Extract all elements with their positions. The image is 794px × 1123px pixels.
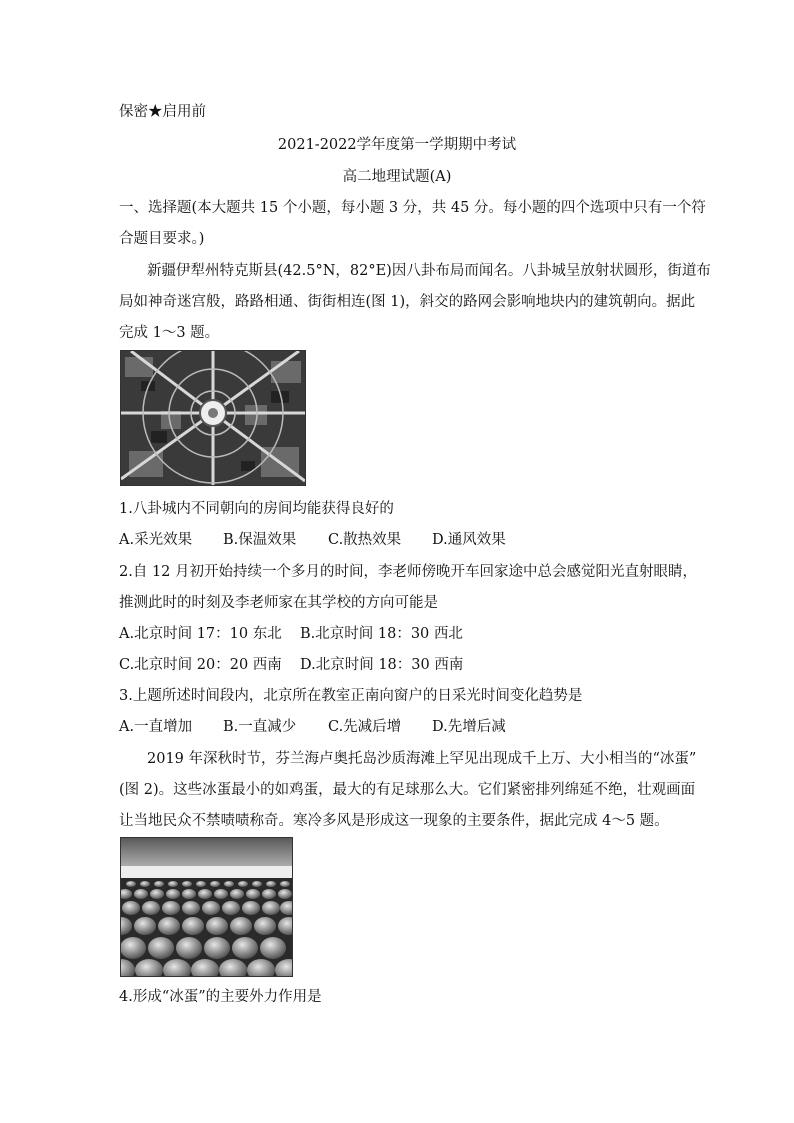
passage2-line2: (图 2)。这些冰蛋最小的如鸡蛋，最大的有足球那么大。它们紧密排列绵延不绝，壮观画面 [119,782,696,798]
q1-option-d: D.通风效果 [432,532,506,548]
bagua-city-aerial-photo [120,350,306,486]
exam-subtitle: 高二地理试题(A) [342,169,452,185]
passage1-line2: 局如神奇迷宫般，路路相通、街街相连(图 1)，斜交的路网会影响地块内的建筑朝向。据此 [119,294,696,310]
q2-stem-line2: 推测此时的时刻及李老师家在其学校的方向可能是 [119,595,438,611]
q1-option-a: A.采光效果 [119,532,193,548]
q2-option-d: D.北京时间 18：30 西南 [300,657,464,673]
q3-option-a: A.一直增加 [119,719,193,735]
passage1-line3: 完成 1～3 题。 [119,325,220,341]
ice-eggs-photo [120,837,293,977]
section-instructions-line1: 一、选择题(本大题共 15 个小题，每小题 3 分，共 45 分。每小题的四个选项中只有一个符 [119,200,706,216]
q3-option-d: D.先增后减 [432,719,506,735]
q2-option-c: C.北京时间 20：20 西南 [119,657,282,673]
q1-stem: 1.八卦城内不同朝向的房间均能获得良好的 [119,501,394,517]
q3-option-c: C.先减后增 [328,719,402,735]
q1-option-c: C.散热效果 [328,532,402,548]
confidential-label: 保密★启用前 [119,104,206,120]
exam-title: 2021-2022学年度第一学期期中考试 [277,137,517,153]
q2-option-a: A.北京时间 17：10 东北 [119,626,282,642]
passage2-line3: 让当地民众不禁啧啧称奇。寒冷多风是形成这一现象的主要条件，据此完成 4～5 题。 [119,813,669,829]
passage1-line1: 新疆伊犁州特克斯县(42.5°N，82°E)因八卦布局而闻名。八卦城呈放射状圆形，街道布 [147,263,711,279]
q2-stem-line1: 2.自 12 月初开始持续一个多月的时间，李老师傍晚开车回家途中总会感觉阳光直射眼睛， [119,564,697,580]
section-instructions-line2: 合题目要求。) [119,231,205,247]
q1-option-b: B.保温效果 [223,532,297,548]
q3-stem: 3.上题所述时间段内，北京所在教室正南向窗户的日采光时间变化趋势是 [119,688,583,704]
q2-option-b: B.北京时间 18：30 西北 [300,626,463,642]
passage2-line1: 2019 年深秋时节，芬兰海卢奥托岛沙质海滩上罕见出现成千上万、大小相当的“冰蛋” [147,751,697,767]
q3-option-b: B.一直减少 [223,719,297,735]
q4-stem: 4.形成“冰蛋”的主要外力作用是 [119,989,322,1005]
